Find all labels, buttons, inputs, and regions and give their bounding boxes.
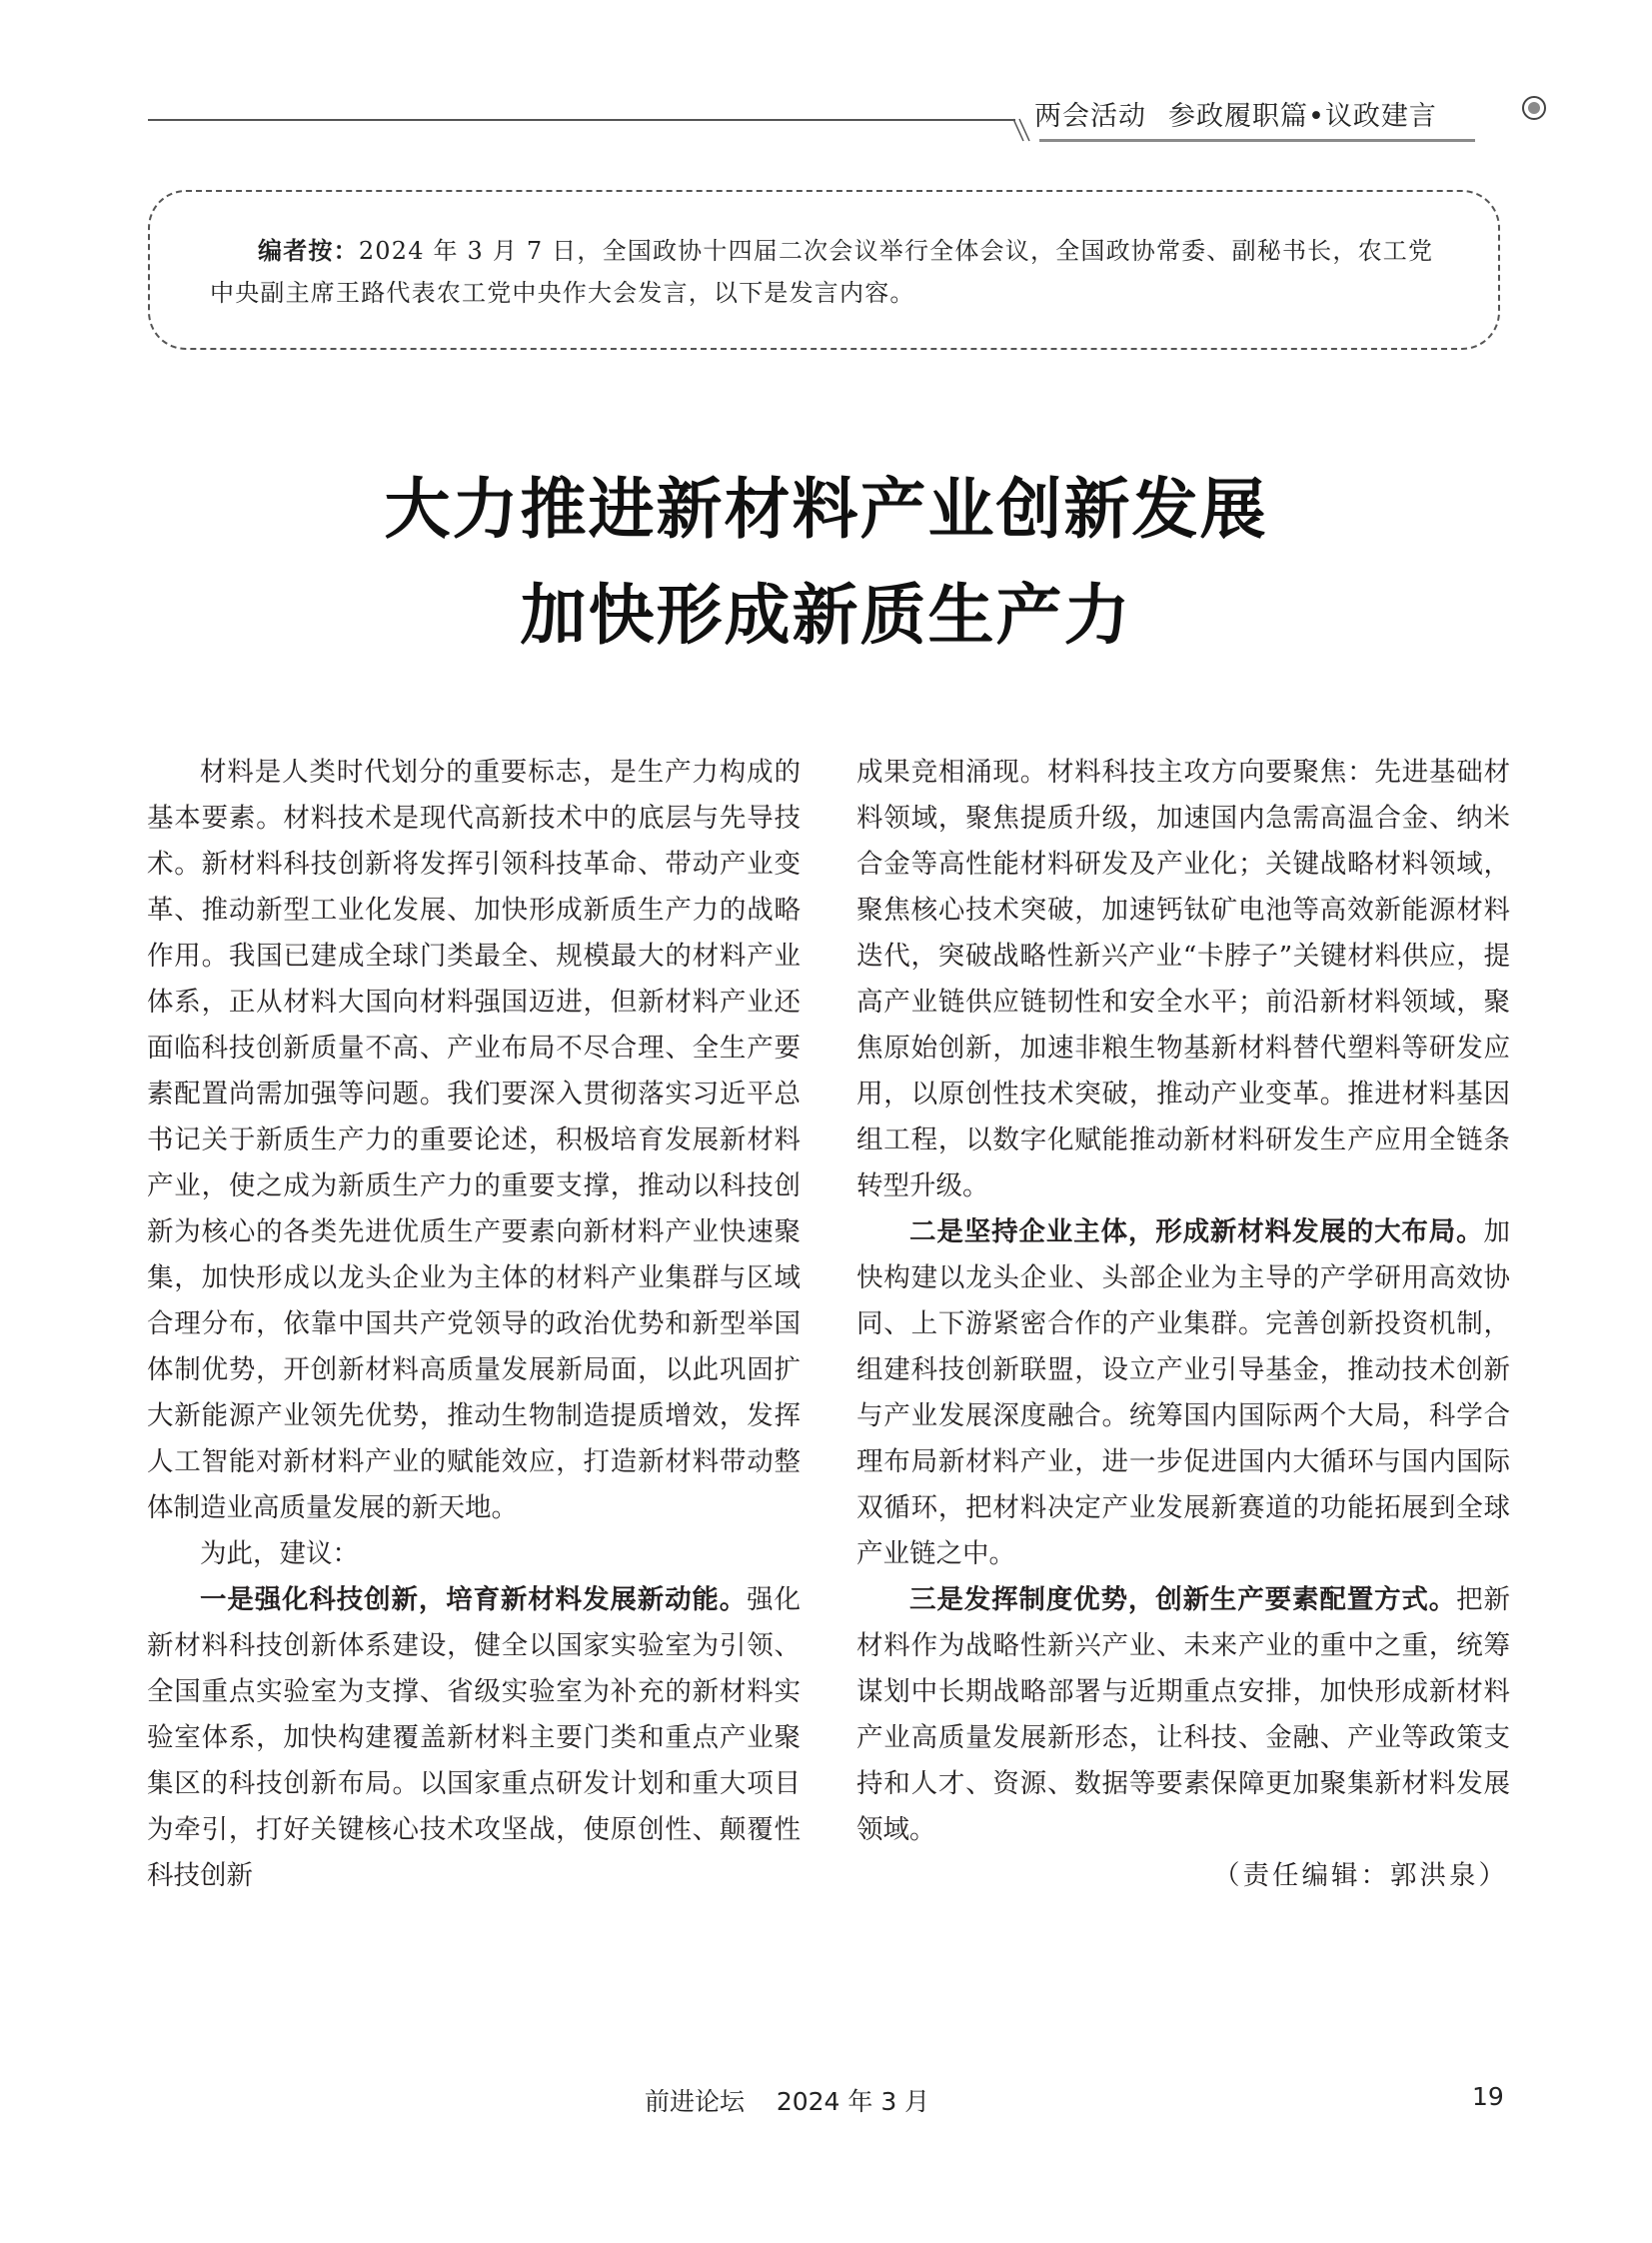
header-separator: • (1308, 101, 1325, 132)
point-1-body: 强化新材料科技创新体系建设，健全以国家实验室为引领、全国重点实验室为支撑、省级实验室为补充的新材料实验室体系，加快构建覆盖新材料主要门类和重点产业聚集区的科技创新布局。以国家重点研发计划和重大项目为牵引，打好关键核心技术攻坚战，使原创性、颠覆性科技创新 (147, 1584, 802, 1891)
point-1-paragraph (147, 1577, 801, 1899)
header-rule-right (1039, 139, 1475, 142)
editor-note-text: 2024 年 3 月 7 日，全国政协十四届二次会议举行全体会议，全国政协常委、副秘书长，农工党中央副主席王路代表农工党中央作大会发言，以下是发言内容。 (210, 237, 1434, 307)
point-2-paragraph (856, 1209, 1510, 1577)
editor-note-label: 编者按： (258, 237, 359, 265)
point-1-continued: 成果竞相涌现。材料科技主攻方向要聚焦：先进基础材料领域，聚焦提质升级，加速国内急需高温合金、纳米合金等高性能材料研发及产业化；关键战略材料领域，聚焦核心技术突破，加速钙钛矿电池等高效新能源材料迭代，突破战略性新兴产业“卡脖子”关键材料供应，提高产业链供应链韧性和安全水平；前沿新材料领域，聚焦原始创新，加速非粮生物基新材料替代塑料等研发应用，以原创性技术突破，推动产业变革。推进材料基因组工程，以数字化赋能推动新材料研发生产应用全链条转型升级。 (856, 757, 1510, 1201)
point-2-body: 加快构建以龙头企业、头部企业为主导的产学研用高效协同、上下游紧密合作的产业集群。完善创新投资机制，组建科技创新联盟，设立产业引导基金，推动技术创新与产业发展深度融合。统筹国内国际两个大局，科学合理布局新材料产业，进一步促进国内大循环与国内国际双循环，把材料决定产业发展新赛道的功能拓展到全球产业链之中。 (856, 1216, 1510, 1569)
body-column-left (147, 750, 801, 1899)
footer-magazine: 前进论坛 (645, 2087, 746, 2116)
point-1-heading: 一是强化科技创新，培育新材料发展新动能。 (200, 1584, 748, 1615)
page-number: 19 (1472, 2082, 1504, 2111)
footer-publication (645, 2082, 929, 2118)
point-2-heading: 二是坚持企业主体，形成新材料发展的大布局。 (909, 1216, 1484, 1247)
point-3-heading: 三是发挥制度优势，创新生产要素配置方式。 (909, 1584, 1457, 1615)
article-title-line-2: 加快形成新质生产力 (520, 577, 1132, 654)
header-section: 两会活动 (1034, 101, 1146, 132)
point-3-paragraph (856, 1577, 1510, 1853)
intro-paragraph: 材料是人类时代划分的重要标志，是生产力构成的基本要素。材料技术是现代高新技术中的底层与先导技术。新材料科技创新将发挥引领科技革命、带动产业变革、推动新型工业化发展、加快形成新质生产力的战略作用。我国已建成全球门类最全、规模最大的材料产业体系，正从材料大国向材料强国迈进，但新材料产业还面临科技创新质量不高、产业布局不尽合理、全生产要素配置尚需加强等问题。我们要深入贯彻落实习近平总书记关于新质生产力的重要论述，积极培育发展新材料产业，使之成为新质生产力的重要支撑，推动以科技创新为核心的各类先进优质生产要素向新材料产业快速聚集，加快形成以龙头企业为主体的材料产业集群与区域合理分布，依靠中国共产党领导的政治优势和新型举国体制优势，开创新材料高质量发展新局面，以此巩固扩大新能源产业领先优势，推动生物制造提质增效，发挥人工智能对新材料产业的赋能效应，打造新材料带动整体制造业高质量发展的新天地。 (147, 757, 801, 1523)
header-rule-left (148, 119, 1015, 121)
footer-issue: 2024 年 3 月 (776, 2087, 930, 2116)
body-column-right (856, 750, 1510, 1899)
responsible-editor: （责任编辑：郭洪泉） (1213, 1860, 1508, 1891)
editor-note-box (148, 190, 1500, 350)
running-header (1034, 94, 1437, 133)
header-subcolumn: 议政建言 (1324, 101, 1437, 132)
bullseye-icon (1522, 96, 1546, 120)
editor-note (210, 230, 1442, 314)
proposal-intro: 为此，建议： (200, 1538, 359, 1569)
point-3-body: 把新材料作为战略性新兴产业、未来产业的重中之重，统筹谋划中长期战略部署与近期重点安排，加快形成新材料产业高质量发展新形态，让科技、金融、产业等政策支持和人才、资源、数据等要素保障更加聚集新材料发展领域。 (856, 1584, 1511, 1845)
article-title-line-1: 大力推进新材料产业创新发展 (384, 471, 1268, 548)
header-column: 参政履职篇 (1168, 101, 1308, 132)
